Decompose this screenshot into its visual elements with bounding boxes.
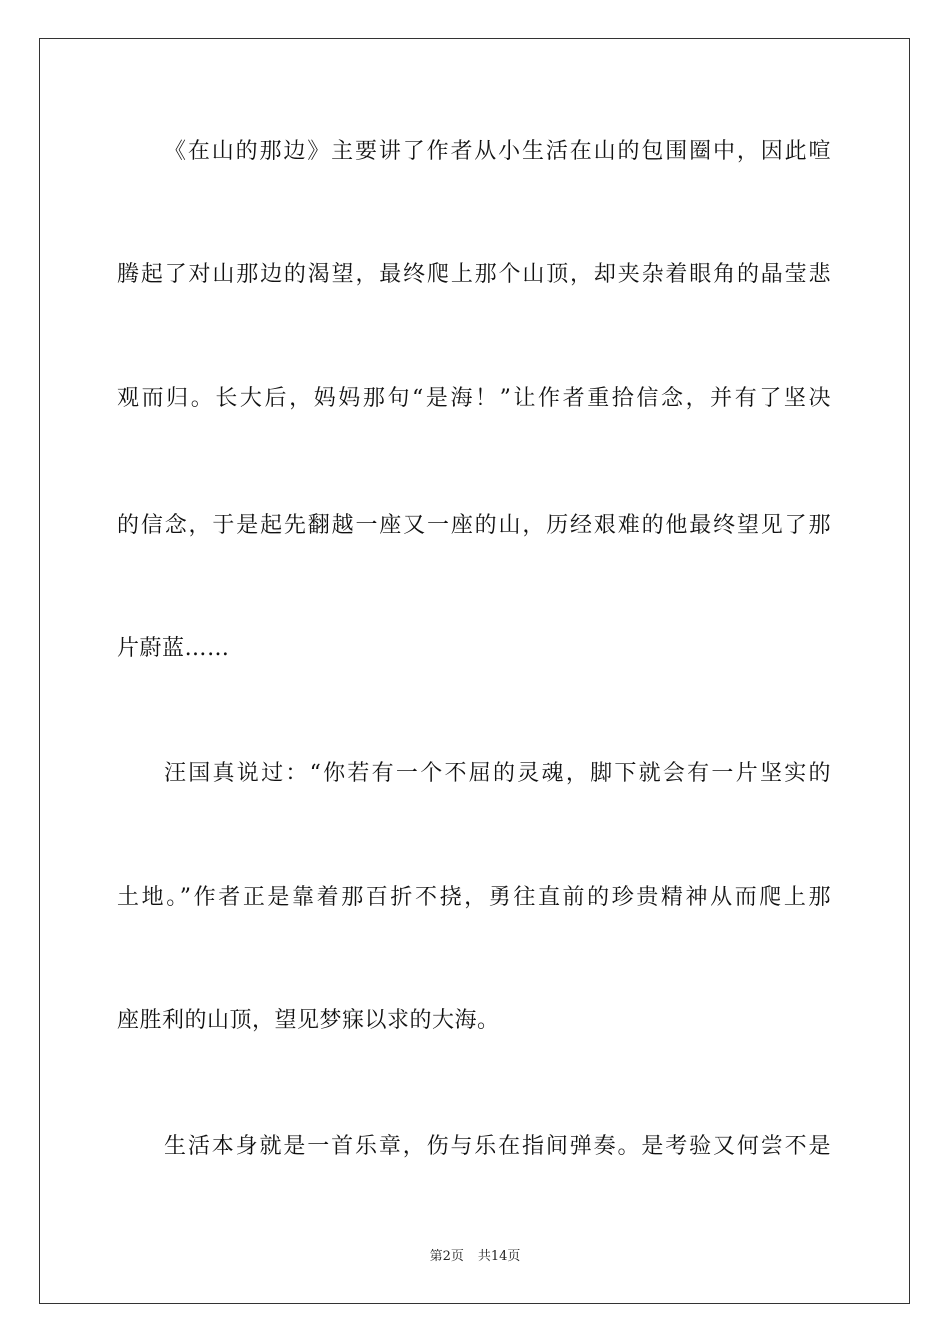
paragraph-1-line-4: 的信念，于是起先翻越一座又一座的山，历经艰难的他最终望见了那 [117,513,831,538]
paragraph-1-line-5: 片蔚蓝…… [117,636,230,661]
paragraph-2-line-2: 土地。”作者正是靠着那百折不挠，勇往直前的珍贵精神从而爬上那 [117,885,831,910]
paragraph-1-line-3: 观而归。长大后，妈妈那句“是海！”让作者重拾信念，并有了坚决 [117,386,831,411]
page-number: 第2页 [429,1249,464,1264]
paragraph-1-line-1: 《在山的那边》主要讲了作者从小生活在山的包围圈中，因此喧 [164,139,831,164]
paragraph-1-line-2: 腾起了对山那边的渴望，最终爬上那个山顶，却夹杂着眼角的晶莹悲 [117,262,831,287]
paragraph-2-line-3: 座胜利的山顶，望见梦寐以求的大海。 [117,1008,500,1033]
paragraph-2-line-1: 汪国真说过：“你若有一个不屈的灵魂，脚下就会有一片坚实的 [164,761,831,786]
page-total: 共14页 [477,1249,521,1264]
page-border [39,38,910,1304]
page-footer [0,1248,950,1266]
paragraph-3-line-1: 生活本身就是一首乐章，伤与乐在指间弹奏。是考验又何尝不是 [164,1134,831,1159]
